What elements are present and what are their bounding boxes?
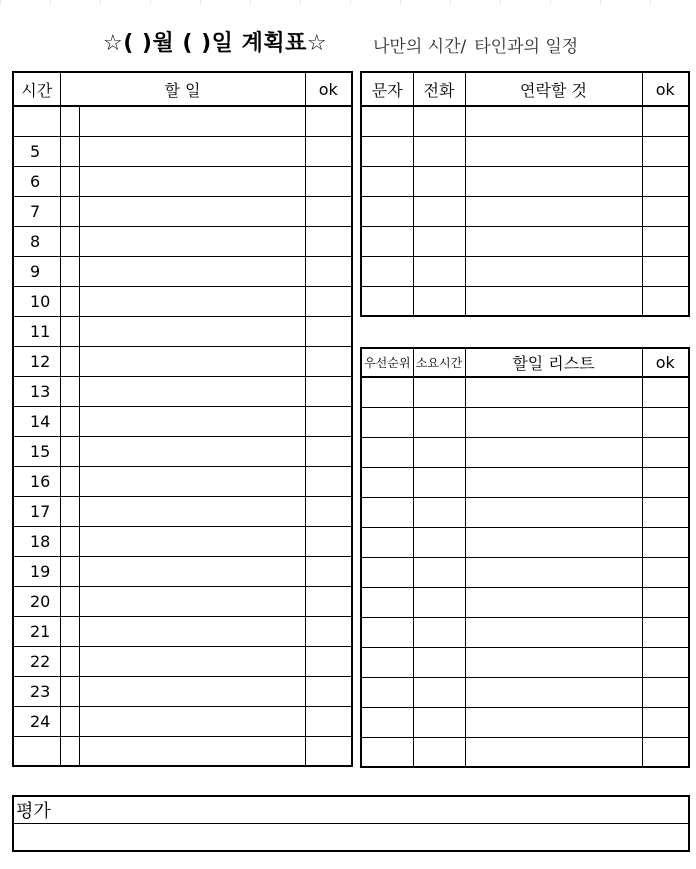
hourly-schedule-table (12, 71, 353, 767)
ok-cell[interactable] (305, 616, 352, 646)
evaluation-field[interactable] (13, 824, 689, 852)
todo-cell[interactable] (465, 527, 642, 557)
todo-row (361, 557, 689, 587)
subcell[interactable] (60, 616, 79, 646)
hour-label: 23 (13, 676, 60, 706)
contacts-row (361, 196, 689, 226)
task-cell[interactable] (79, 646, 305, 676)
todo-cell[interactable] (465, 437, 642, 467)
subcell[interactable] (60, 526, 79, 556)
subcell[interactable] (60, 196, 79, 226)
contacts-cell[interactable] (361, 196, 413, 226)
schedule-row (13, 466, 352, 496)
todo-cell[interactable] (413, 647, 465, 677)
ok-cell[interactable] (305, 406, 352, 436)
schedule-row (13, 706, 352, 736)
schedule-row (13, 376, 352, 406)
contacts-cell[interactable] (465, 286, 642, 316)
contacts-cell[interactable] (413, 226, 465, 256)
todo-cell[interactable] (361, 527, 413, 557)
todo-cell[interactable] (465, 587, 642, 617)
sheet-gridline (0, 0, 696, 4)
contacts-cell[interactable] (413, 166, 465, 196)
task-cell[interactable] (79, 136, 305, 166)
contacts-cell[interactable] (642, 286, 689, 316)
todo-cell[interactable] (413, 377, 465, 407)
contacts-row (361, 136, 689, 166)
schedule-row (13, 226, 352, 256)
todo-cell[interactable] (642, 377, 689, 407)
todo-row (361, 437, 689, 467)
hour-label: 6 (13, 166, 60, 196)
col-header-todo-list: 할일 리스트 (465, 348, 642, 377)
todo-cell[interactable] (465, 737, 642, 767)
subcell[interactable] (60, 556, 79, 586)
task-cell[interactable] (79, 106, 305, 136)
contacts-cell[interactable] (642, 106, 689, 136)
todo-cell[interactable] (465, 557, 642, 587)
todo-cell[interactable] (642, 437, 689, 467)
todo-row (361, 617, 689, 647)
schedule-row (13, 526, 352, 556)
schedule-row (13, 676, 352, 706)
ok-cell[interactable] (305, 376, 352, 406)
todo-row (361, 737, 689, 767)
todo-cell[interactable] (642, 737, 689, 767)
col-header-ok: ok (305, 72, 352, 106)
todo-cell[interactable] (642, 617, 689, 647)
contacts-cell[interactable] (642, 196, 689, 226)
schedule-row (13, 256, 352, 286)
contacts-row (361, 106, 689, 136)
subcell[interactable] (60, 106, 79, 136)
contacts-cell[interactable] (642, 166, 689, 196)
subcell[interactable] (60, 736, 79, 766)
hour-label: 13 (13, 376, 60, 406)
contacts-cell[interactable] (413, 106, 465, 136)
contacts-cell[interactable] (465, 256, 642, 286)
todo-row (361, 377, 689, 407)
todo-body (361, 377, 689, 767)
todo-list-table (360, 347, 690, 768)
schedule-row (13, 106, 352, 136)
schedule-header-row (13, 72, 352, 106)
todo-cell[interactable] (361, 377, 413, 407)
hour-label: 5 (13, 136, 60, 166)
todo-cell[interactable] (465, 497, 642, 527)
todo-cell[interactable] (361, 497, 413, 527)
schedule-row (13, 286, 352, 316)
hour-label: 22 (13, 646, 60, 676)
col-header-phone-call: 전화 (413, 72, 465, 106)
task-cell[interactable] (79, 466, 305, 496)
task-cell[interactable] (79, 346, 305, 376)
task-cell[interactable] (79, 406, 305, 436)
contacts-cell[interactable] (642, 226, 689, 256)
contacts-body (361, 106, 689, 316)
ok-cell[interactable] (305, 316, 352, 346)
todo-cell[interactable] (413, 527, 465, 557)
todo-cell[interactable] (465, 677, 642, 707)
hour-label: 15 (13, 436, 60, 466)
todo-row (361, 407, 689, 437)
ok-cell[interactable] (305, 496, 352, 526)
todo-row (361, 467, 689, 497)
task-cell[interactable] (79, 586, 305, 616)
ok-cell[interactable] (305, 286, 352, 316)
col-header-priority: 우선순위 (361, 348, 413, 377)
col-header-to-contact: 연락할 것 (465, 72, 642, 106)
task-cell[interactable] (79, 226, 305, 256)
task-cell[interactable] (79, 616, 305, 646)
todo-row (361, 527, 689, 557)
contacts-header-row (361, 72, 689, 106)
todo-row (361, 497, 689, 527)
contacts-cell[interactable] (361, 226, 413, 256)
ok-cell[interactable] (305, 646, 352, 676)
subcell[interactable] (60, 226, 79, 256)
hour-label: 16 (13, 466, 60, 496)
schedule-row (13, 166, 352, 196)
col-header-ok: ok (642, 72, 689, 106)
todo-cell[interactable] (413, 737, 465, 767)
task-cell[interactable] (79, 376, 305, 406)
todo-cell[interactable] (413, 707, 465, 737)
hour-label: 18 (13, 526, 60, 556)
todo-row (361, 647, 689, 677)
todo-cell[interactable] (413, 407, 465, 437)
contacts-row (361, 286, 689, 316)
contacts-cell[interactable] (361, 256, 413, 286)
contacts-cell[interactable] (413, 136, 465, 166)
schedule-row (13, 406, 352, 436)
subcell[interactable] (60, 316, 79, 346)
todo-cell[interactable] (361, 407, 413, 437)
todo-cell[interactable] (465, 647, 642, 677)
task-cell[interactable] (79, 526, 305, 556)
todo-cell[interactable] (642, 677, 689, 707)
hour-label: 10 (13, 286, 60, 316)
todo-cell[interactable] (413, 677, 465, 707)
subcell[interactable] (60, 136, 79, 166)
todo-cell[interactable] (413, 557, 465, 587)
subcell[interactable] (60, 586, 79, 616)
contacts-cell[interactable] (465, 196, 642, 226)
todo-cell[interactable] (642, 557, 689, 587)
todo-cell[interactable] (465, 707, 642, 737)
task-cell[interactable] (79, 196, 305, 226)
schedule-row (13, 496, 352, 526)
page-title: ☆( )월 ( )일 계획표☆ (103, 31, 328, 56)
schedule-row (13, 736, 352, 766)
hour-label: 8 (13, 226, 60, 256)
evaluation-label: 평가 (13, 796, 689, 824)
todo-row (361, 587, 689, 617)
ok-cell[interactable] (305, 436, 352, 466)
todo-cell[interactable] (361, 707, 413, 737)
schedule-row (13, 586, 352, 616)
task-cell[interactable] (79, 706, 305, 736)
schedule-row (13, 616, 352, 646)
contacts-table (360, 71, 690, 317)
ok-cell[interactable] (305, 136, 352, 166)
task-cell[interactable] (79, 496, 305, 526)
hour-label: 12 (13, 346, 60, 376)
schedule-row (13, 136, 352, 166)
todo-cell[interactable] (642, 587, 689, 617)
todo-cell[interactable] (361, 587, 413, 617)
task-cell[interactable] (79, 676, 305, 706)
ok-cell[interactable] (305, 586, 352, 616)
contacts-cell[interactable] (413, 286, 465, 316)
subtitle-own-time: 나만의 시간/ (373, 37, 467, 57)
todo-cell[interactable] (642, 407, 689, 437)
subcell[interactable] (60, 706, 79, 736)
ok-cell[interactable] (305, 706, 352, 736)
subcell[interactable] (60, 256, 79, 286)
hour-label: 11 (13, 316, 60, 346)
contacts-cell[interactable] (465, 226, 642, 256)
todo-cell[interactable] (642, 497, 689, 527)
task-cell[interactable] (79, 256, 305, 286)
contacts-cell[interactable] (642, 256, 689, 286)
ok-cell[interactable] (305, 256, 352, 286)
todo-cell[interactable] (361, 467, 413, 497)
ok-cell[interactable] (305, 346, 352, 376)
contacts-cell[interactable] (361, 166, 413, 196)
contacts-cell[interactable] (413, 256, 465, 286)
subcell[interactable] (60, 646, 79, 676)
hour-label: 20 (13, 586, 60, 616)
todo-cell[interactable] (465, 617, 642, 647)
schedule-row (13, 436, 352, 466)
hour-label: 19 (13, 556, 60, 586)
ok-cell[interactable] (305, 556, 352, 586)
hour-label: 17 (13, 496, 60, 526)
ok-cell[interactable] (305, 676, 352, 706)
page-subtitle (373, 32, 578, 57)
contacts-cell[interactable] (465, 166, 642, 196)
contacts-cell[interactable] (465, 136, 642, 166)
subcell[interactable] (60, 286, 79, 316)
todo-cell[interactable] (642, 527, 689, 557)
ok-cell[interactable] (305, 736, 352, 766)
col-header-ok: ok (642, 348, 689, 377)
hour-label: 7 (13, 196, 60, 226)
todo-cell[interactable] (361, 647, 413, 677)
schedule-row (13, 646, 352, 676)
subcell[interactable] (60, 406, 79, 436)
contacts-row (361, 256, 689, 286)
evaluation-box (12, 795, 690, 852)
contacts-row (361, 226, 689, 256)
subcell[interactable] (60, 166, 79, 196)
subcell[interactable] (60, 496, 79, 526)
subcell[interactable] (60, 346, 79, 376)
todo-cell[interactable] (413, 467, 465, 497)
todo-row (361, 707, 689, 737)
todo-cell[interactable] (465, 467, 642, 497)
todo-header-row (361, 348, 689, 377)
todo-cell[interactable] (361, 557, 413, 587)
todo-row (361, 677, 689, 707)
ok-cell[interactable] (305, 526, 352, 556)
task-cell[interactable] (79, 316, 305, 346)
task-cell[interactable] (79, 436, 305, 466)
todo-cell[interactable] (642, 707, 689, 737)
todo-cell[interactable] (413, 617, 465, 647)
task-cell[interactable] (79, 736, 305, 766)
todo-cell[interactable] (361, 617, 413, 647)
ok-cell[interactable] (305, 196, 352, 226)
todo-cell[interactable] (361, 677, 413, 707)
ok-cell[interactable] (305, 466, 352, 496)
hour-label: 21 (13, 616, 60, 646)
schedule-row (13, 556, 352, 586)
contacts-cell[interactable] (361, 106, 413, 136)
contacts-cell[interactable] (361, 136, 413, 166)
col-header-time: 시간 (13, 72, 60, 106)
todo-cell[interactable] (413, 497, 465, 527)
todo-cell[interactable] (413, 587, 465, 617)
subcell[interactable] (60, 376, 79, 406)
todo-cell[interactable] (642, 647, 689, 677)
ok-cell[interactable] (305, 166, 352, 196)
col-header-duration: 소요시간 (413, 348, 465, 377)
contacts-cell[interactable] (413, 196, 465, 226)
todo-cell[interactable] (361, 437, 413, 467)
todo-cell[interactable] (465, 407, 642, 437)
contacts-cell[interactable] (465, 106, 642, 136)
subtitle-others-schedule: 타인과의 일정 (474, 37, 579, 57)
hour-label (13, 736, 60, 766)
subcell[interactable] (60, 676, 79, 706)
subcell[interactable] (60, 436, 79, 466)
todo-cell[interactable] (361, 737, 413, 767)
todo-cell[interactable] (465, 377, 642, 407)
task-cell[interactable] (79, 286, 305, 316)
task-cell[interactable] (79, 166, 305, 196)
col-header-task: 할 일 (60, 72, 305, 106)
col-header-text-message: 문자 (361, 72, 413, 106)
hour-label: 14 (13, 406, 60, 436)
schedule-row (13, 346, 352, 376)
todo-cell[interactable] (642, 467, 689, 497)
schedule-body (13, 106, 352, 766)
todo-cell[interactable] (413, 437, 465, 467)
hour-label: 9 (13, 256, 60, 286)
ok-cell[interactable] (305, 106, 352, 136)
contacts-cell[interactable] (642, 136, 689, 166)
hour-label (13, 106, 60, 136)
contacts-row (361, 166, 689, 196)
contacts-cell[interactable] (361, 286, 413, 316)
subcell[interactable] (60, 466, 79, 496)
schedule-row (13, 196, 352, 226)
ok-cell[interactable] (305, 226, 352, 256)
schedule-row (13, 316, 352, 346)
task-cell[interactable] (79, 556, 305, 586)
hour-label: 24 (13, 706, 60, 736)
